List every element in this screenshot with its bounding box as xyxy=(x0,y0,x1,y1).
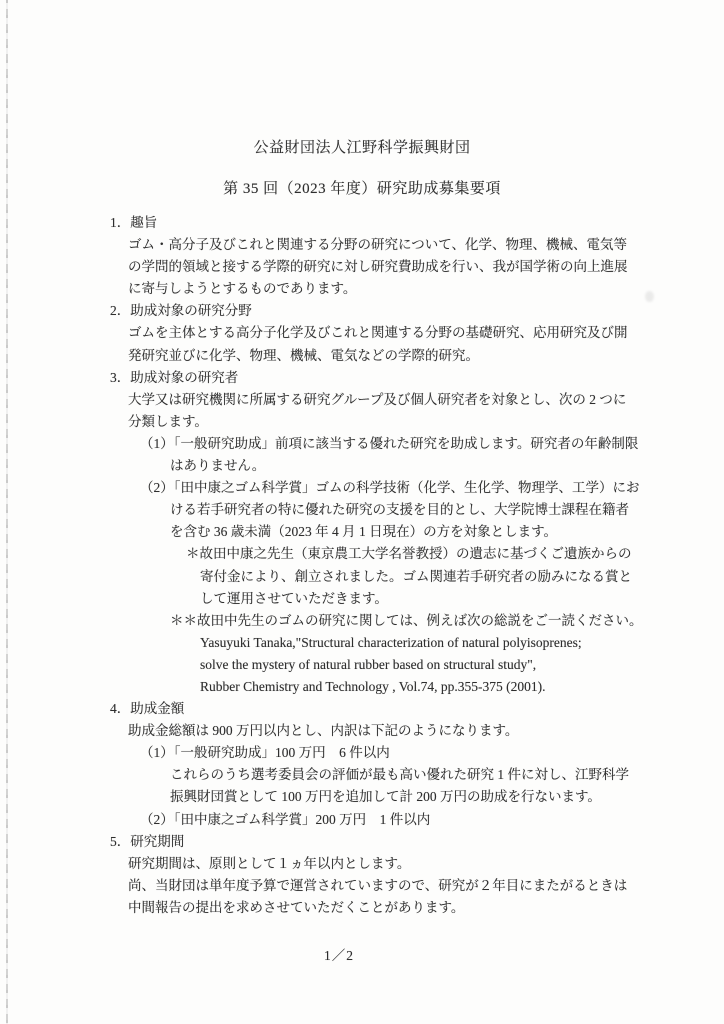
document-body xyxy=(110,212,643,919)
doc-line: ける若手研究者の特に優れた研究の支援を目的とし、大学院博士課程在籍者 xyxy=(170,502,629,518)
doc-line: を含む 36 歳未満（2023 年 4 月 1 日現在）の方を対象とします。 xyxy=(170,524,558,540)
doc-line: 大学又は研究機関に所属する研究グループ及び個人研究者を対象とし、次の 2 つに xyxy=(128,391,627,407)
doc-line-note: ＊故田中康之先生（東京農工大学名誉教授）の遺志に基づくご遺族からの xyxy=(186,546,632,562)
section-heading-grant-amount: 4．助成金額 xyxy=(110,701,185,717)
page-number: 1／2 xyxy=(324,948,354,963)
doc-line-note: ＊＊故田中先生のゴムの研究に関しては、例えば次の総説をご一読ください。 xyxy=(170,612,643,628)
doc-line-item-2: （2）「田中康之ゴム科学賞」ゴムの科学技術（化学、生化学、物理学、工学）にお xyxy=(140,480,640,496)
doc-line: 研究期間は、原則として１ヵ年以内とします。 xyxy=(128,855,411,871)
doc-line: はありません。 xyxy=(170,458,266,474)
doc-line: の学問的領域と接する学際的研究に対し研究費助成を行い、我が国学術の向上進展 xyxy=(128,259,628,275)
section-heading-research-period: 5．研究期間 xyxy=(110,833,185,849)
doc-line: して運用させていただきます。 xyxy=(200,590,388,606)
doc-line-item-2: （2）「田中康之ゴム科学賞」200 万円 1 件以内 xyxy=(140,811,431,827)
doc-line: ゴムを主体とする高分子化学及びこれと関連する分野の基礎研究、応用研究及び開 xyxy=(128,325,628,341)
doc-line-item-1: （1）「一般研究助成」前項に該当する優れた研究を助成します。研究者の年齢制限 xyxy=(140,435,639,451)
doc-line: に寄与しようとするものであります。 xyxy=(128,281,357,297)
reference-citation-line: Yasuyuki Tanaka,"Structural characterization of natural polyisoprenes; xyxy=(200,634,582,650)
doc-line: 分類します。 xyxy=(128,413,208,429)
doc-line: 尚、当財団は単年度予算で運営されていますので、研究が２年目にまたがるときは xyxy=(128,877,628,893)
organization-title: 公益財団法人江野科学振興財団 xyxy=(253,140,471,156)
section-heading-eligible-researchers: 3．助成対象の研究者 xyxy=(110,369,239,385)
reference-citation-line: Rubber Chemistry and Technology , Vol.74, pp.355-375 (2001). xyxy=(200,678,546,694)
doc-line: 振興財団賞として 100 万円を追加して計 200 万円の助成を行ないます。 xyxy=(170,789,601,805)
doc-line: 助成金総額は 900 万円以内とし、内訳は下記のようになります。 xyxy=(128,723,519,739)
section-heading-research-fields: 2．助成対象の研究分野 xyxy=(110,303,252,319)
doc-line: 中間報告の提出を求めさせていただくことがあります。 xyxy=(128,899,465,915)
doc-line-item-1: （1）「一般研究助成」100 万円 6 件以内 xyxy=(140,745,390,761)
doc-line: これらのうち選考委員会の評価が最も高い優れた研究 1 件に対し、江野科学 xyxy=(170,767,629,783)
document-title: 第 35 回（2023 年度）研究助成募集要項 xyxy=(223,181,501,197)
doc-line: ゴム・高分子及びこれと関連する分野の研究について、化学、物理、機械、電気等 xyxy=(128,237,627,253)
reference-citation-line: solve the mystery of natural rubber based on structural study", xyxy=(200,656,537,672)
section-heading-purpose: 1．趣旨 xyxy=(110,215,158,230)
scan-smudge-artifact xyxy=(645,291,654,302)
doc-line: 発研究並びに化学、物理、機械、電気などの学際的研究。 xyxy=(128,347,479,363)
doc-line: 寄付金により、創立されました。ゴム関連若手研究者の励みになる賞と xyxy=(200,568,632,584)
